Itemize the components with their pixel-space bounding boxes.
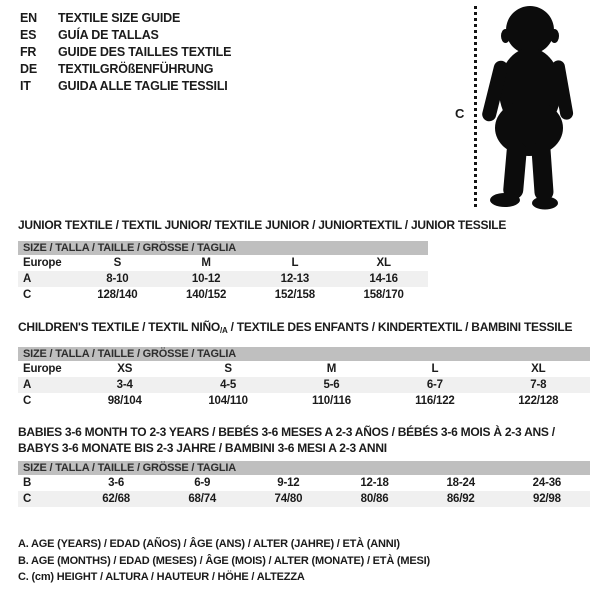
- table-row-age: [18, 377, 590, 393]
- table-cell: L: [431, 363, 439, 375]
- table-cell: 152/158: [274, 289, 315, 301]
- lang-code: IT: [20, 79, 31, 93]
- lang-code: FR: [20, 45, 37, 59]
- table-cell: 18-24: [446, 477, 475, 489]
- table-row-height: [18, 491, 590, 507]
- table-cell: 12-18: [360, 477, 389, 489]
- table-cell: 74/80: [274, 493, 303, 505]
- table-cell: 86/92: [446, 493, 475, 505]
- table-row-height: [18, 287, 428, 303]
- babies-table-title: [18, 425, 555, 456]
- table-row-europe: [18, 361, 590, 377]
- table-cell: 6-7: [426, 379, 443, 391]
- table-cell: 9-12: [277, 477, 300, 489]
- table-cell: 7-8: [530, 379, 547, 391]
- table-cell: 80/86: [360, 493, 389, 505]
- lang-title: TEXTILE SIZE GUIDE: [58, 11, 181, 25]
- children-title-subscript: /A: [219, 326, 228, 335]
- table-cell: 14-16: [369, 273, 398, 285]
- table-cell: 8-10: [106, 273, 129, 285]
- table-row-age-months: [18, 475, 590, 491]
- lang-title: GUIDA ALLE TAGLIE TESSILI: [58, 79, 228, 93]
- table-cell: 116/122: [415, 395, 455, 407]
- lang-row-en: [20, 10, 231, 27]
- lang-row-it: [20, 78, 231, 95]
- table-cell: M: [326, 363, 337, 375]
- table-cell: 24-36: [532, 477, 562, 489]
- row-label: C: [23, 493, 32, 505]
- junior-size-table: [18, 241, 428, 303]
- children-size-table: [18, 347, 590, 409]
- lang-title: GUIDE DES TAILLES TEXTILE: [58, 45, 232, 59]
- table-cell: L: [291, 257, 299, 269]
- language-header: [20, 10, 231, 95]
- table-cell: S: [224, 363, 232, 375]
- table-cell: 98/104: [107, 395, 142, 407]
- table-cell: 104/110: [208, 395, 248, 407]
- lang-title: GUÍA DE TALLAS: [58, 28, 159, 42]
- babies-title-line1: BABIES 3-6 MONTH TO 2-3 YEARS / BEBÉS 3-6 MESES A 2-3 AÑOS / BÉBÉS 3-6 MOIS À 2-3 ANS /: [18, 425, 555, 439]
- size-header-bar: SIZE / TALLA / TAILLE / GRÖSSE / TAGLIA: [18, 461, 590, 475]
- lang-code: ES: [20, 28, 37, 42]
- footnotes: [18, 536, 430, 586]
- table-row-europe: [18, 255, 428, 271]
- table-cell: 5-6: [323, 379, 340, 391]
- footnote-a: A. AGE (YEARS) / EDAD (AÑOS) / ÂGE (ANS) / ALTER (JAHRE) / ETÀ (ANNI): [18, 538, 400, 550]
- junior-table-title: JUNIOR TEXTILE / TEXTIL JUNIOR/ TEXTILE JUNIOR / JUNIORTEXTIL / JUNIOR TESSILE: [18, 218, 507, 232]
- lang-row-fr: [20, 44, 231, 61]
- size-header-bar: SIZE / TALLA / TAILLE / GRÖSSE / TAGLIA: [18, 241, 428, 255]
- babies-title-line2: BABYS 3-6 MONATE BIS 2-3 JAHRE / BAMBINI 3-6 MESI A 2-3 ANNI: [18, 440, 387, 455]
- table-cell: 6-9: [194, 477, 211, 489]
- table-cell: 128/140: [97, 289, 138, 301]
- height-measure-label: C: [455, 106, 465, 121]
- table-row-age: [18, 271, 428, 287]
- footnote-c: C. (cm) HEIGHT / ALTURA / HAUTEUR / HÖHE / ALTEZZA: [18, 571, 305, 583]
- size-header-bar: SIZE / TALLA / TAILLE / GRÖSSE / TAGLIA: [18, 347, 590, 361]
- lang-code: EN: [20, 11, 37, 25]
- table-cell: 92/98: [533, 493, 561, 505]
- table-cell: XS: [117, 363, 133, 375]
- row-label: Europe: [23, 257, 62, 269]
- table-cell: XL: [531, 363, 546, 375]
- table-cell: 3-6: [108, 477, 125, 489]
- table-cell: 62/68: [102, 493, 130, 505]
- lang-title: TEXTILGRÖßENFÜHRUNG: [58, 62, 214, 76]
- table-cell: M: [201, 257, 211, 269]
- children-title-post: / TEXTILE DES ENFANTS / KINDERTEXTIL / BAMBINI TESSILE: [227, 320, 573, 334]
- row-label: A: [23, 273, 32, 285]
- row-label: A: [23, 379, 32, 391]
- table-cell: 4-5: [220, 379, 237, 391]
- row-label: B: [23, 477, 32, 489]
- row-label: C: [23, 289, 32, 301]
- lang-code: DE: [20, 62, 37, 76]
- table-cell: XL: [376, 257, 391, 269]
- baby-silhouette: [478, 4, 578, 210]
- lang-row-de: [20, 61, 231, 78]
- table-cell: 158/170: [363, 289, 404, 301]
- babies-size-table: [18, 461, 590, 507]
- children-title-pre: CHILDREN'S TEXTILE / TEXTIL NIÑO: [18, 320, 220, 334]
- table-cell: 10-12: [191, 273, 221, 285]
- table-cell: 12-13: [280, 273, 310, 285]
- table-cell: 68/74: [188, 493, 217, 505]
- table-row-height: [18, 393, 590, 409]
- children-table-title: [18, 320, 572, 339]
- row-label: Europe: [23, 363, 62, 375]
- table-cell: 110/116: [312, 395, 351, 407]
- table-cell: 3-4: [116, 379, 133, 391]
- table-cell: 122/128: [518, 395, 559, 407]
- lang-row-es: [20, 27, 231, 44]
- table-cell: 140/152: [186, 289, 227, 301]
- footnote-b: B. AGE (MONTHS) / EDAD (MESES) / ÂGE (MOIS) / ALTER (MONATE) / ETÀ (MESI): [18, 554, 430, 567]
- height-dashed-line: [474, 6, 477, 208]
- row-label: C: [23, 395, 32, 407]
- table-cell: S: [113, 257, 122, 269]
